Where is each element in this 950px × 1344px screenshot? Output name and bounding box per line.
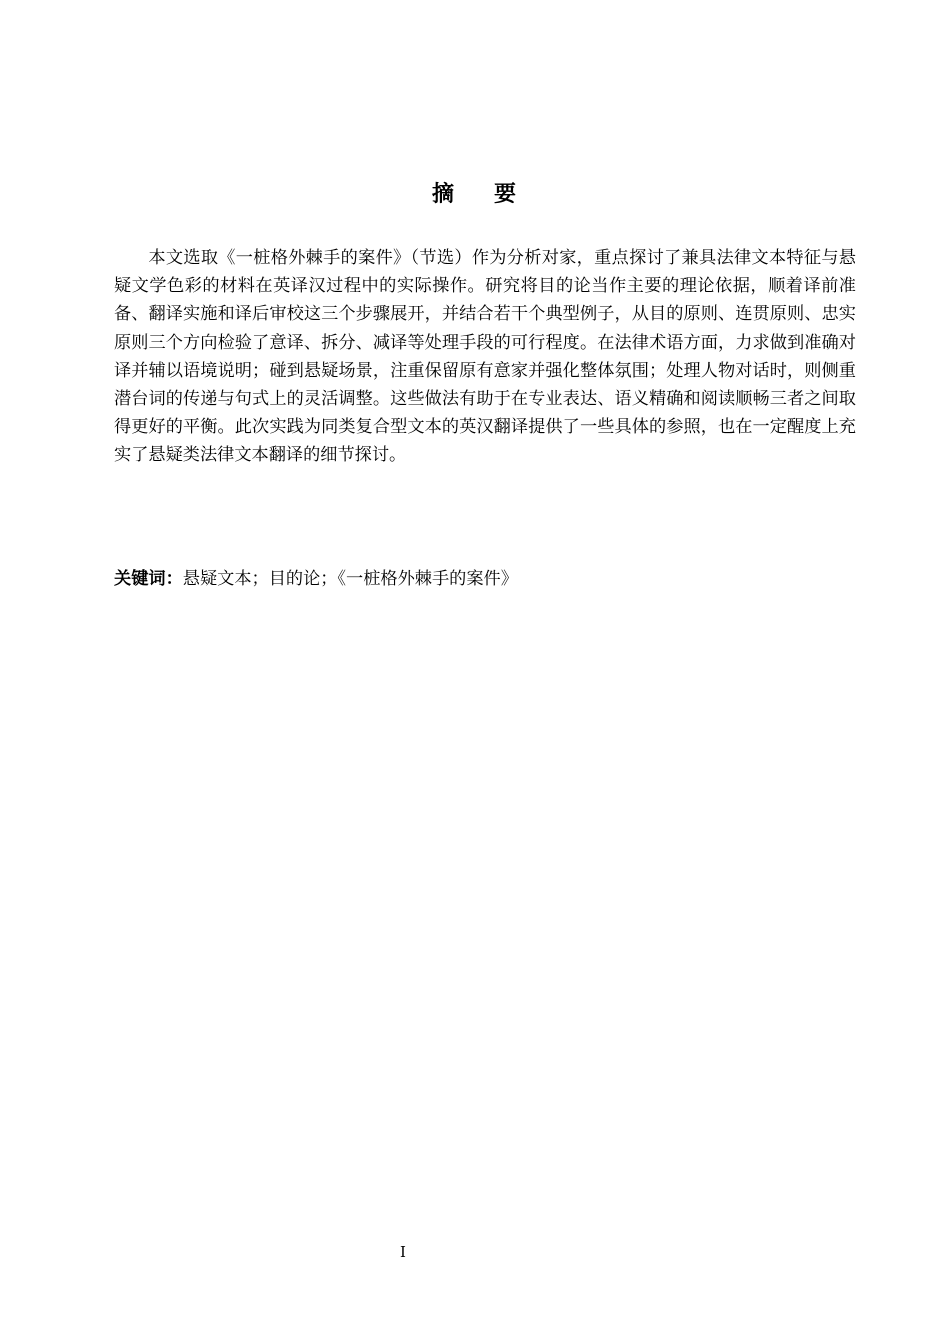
keywords-line <box>114 565 856 593</box>
title-char-1: 摘 <box>431 182 456 207</box>
keywords-label: 关键词： <box>114 569 183 589</box>
page-title <box>0 180 950 210</box>
page-number: I <box>400 1243 406 1261</box>
abstract-paragraph: 本文选取《一桩格外棘手的案件》（节选）作为分析对家，重点探讨了兼具法律文本特征与悬疑文学色彩的材料在英译汉过程中的实际操作。研究将目的论当作主要的理论依据，顺着译前准备、翻译实施和译后审校这三个步骤展开，并结合若干个典型例子，从目的原则、连贯原则、忠实原则三个方向检验了意译、拆分、减译等处理手段的可行程度。在法律术语方面，力求做到准确对译并辅以语境说明；碰到悬疑场景，注重保留原有意家并强化整体氛围；处理人物对话时，则侧重潜台词的传递与句式上的灵活调整。这些做法有助于在专业表达、语义精确和阅读顺畅三者之间取得更好的平衡。此次实践为同类复合型文本的英汉翻译提供了一些具体的参照，也在一定醒度上充实了悬疑类法律文本翻译的细节探讨。 <box>114 248 856 466</box>
title-char-2: 要 <box>494 182 519 207</box>
keywords-items: 悬疑文本；目的论；《一桩格外棘手的案件》 <box>182 569 518 589</box>
